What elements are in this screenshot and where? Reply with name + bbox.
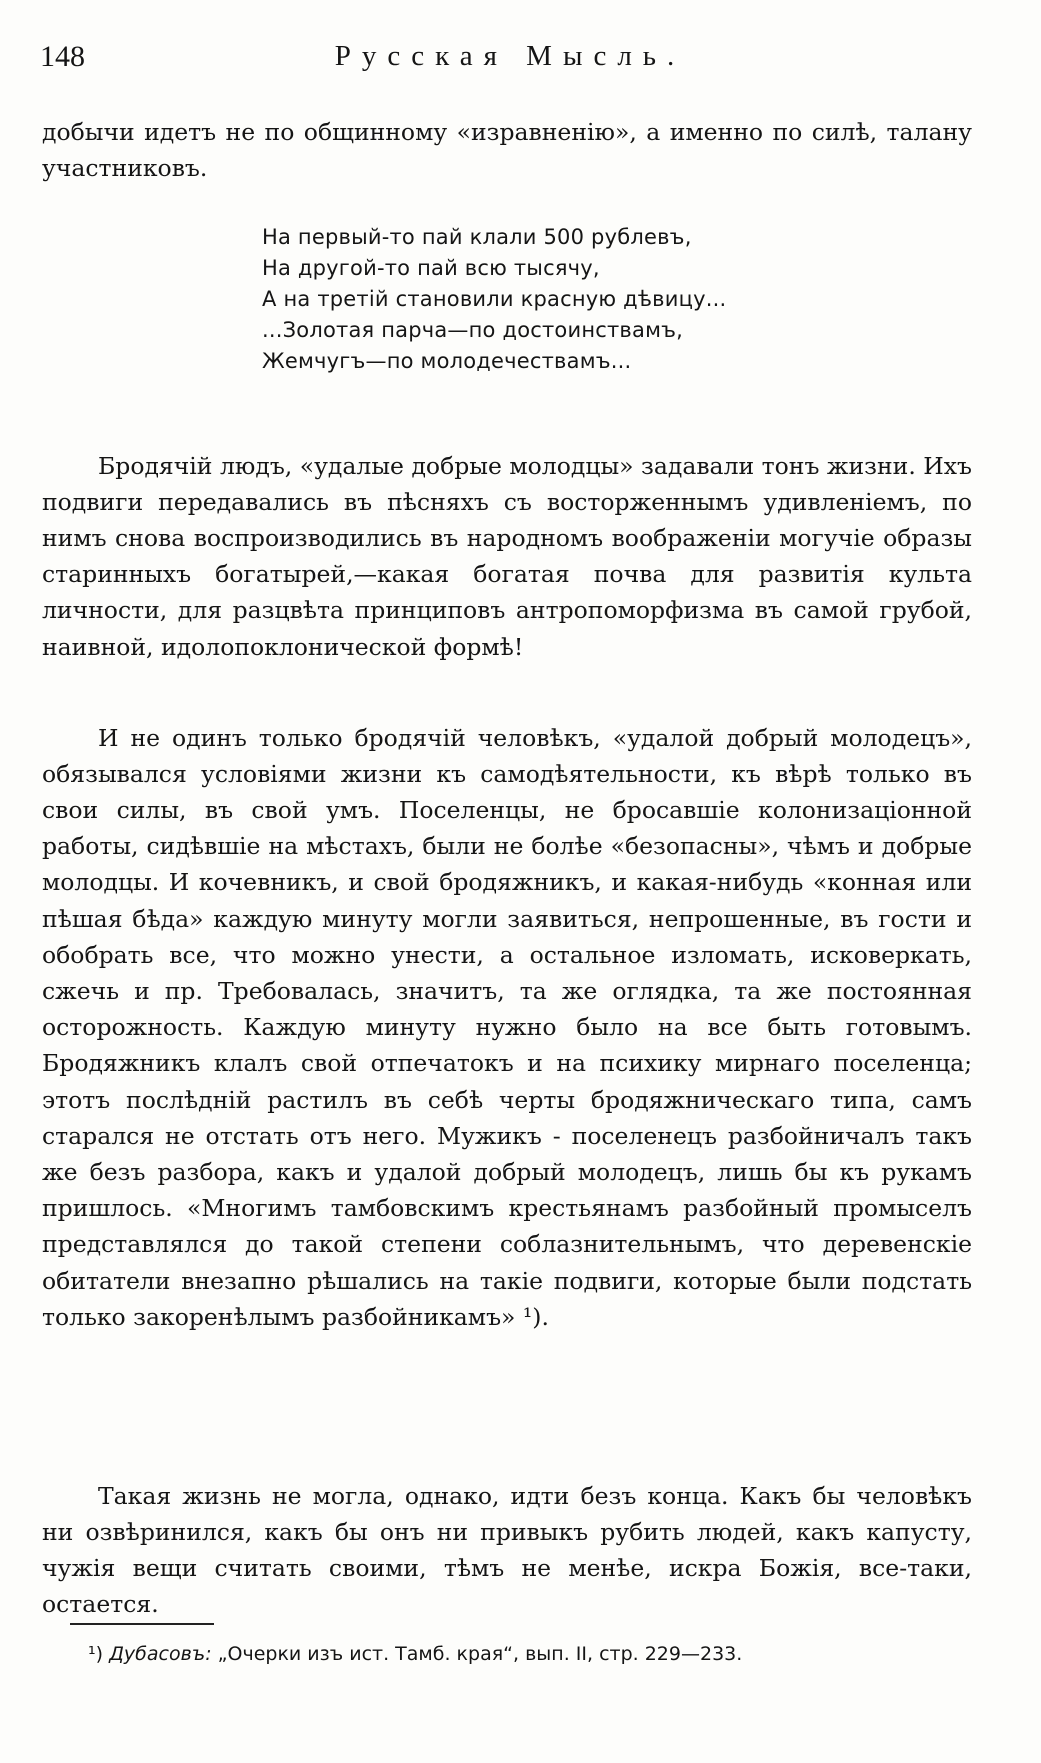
verse-block	[262, 222, 822, 377]
footnote-marker: ¹)	[88, 1643, 104, 1665]
footnote-divider	[70, 1623, 214, 1625]
page-header	[40, 40, 980, 80]
paragraph: Бродячій людъ, «удалые добрые молодцы» задавали тонъ жизни. Ихъ подвиги передавались въ пѣсняхъ съ восторженнымъ удивленіемъ, по нимъ снова воспроизводились въ народномъ воображеніи могучіе образы старинныхъ богатырей,—какая богатая почва для развитія культа личности, для разцвѣта принциповъ антропоморфизма въ самой грубой, наивной, идолопоклонической формѣ!	[42, 451, 972, 661]
footnote	[88, 1643, 948, 1665]
footnote-text: „Очерки изъ ист. Тамб. края“, вып. II, стр. 229—233.	[217, 1643, 743, 1665]
paragraph: И не одинъ только бродячій человѣкъ, «удалой добрый молодецъ», обязывался условіями жизни къ самодѣятельности, къ вѣрѣ только въ свои силы, въ свой умъ. Поселенцы, не бросавшіе колонизаціонной работы, сидѣвшіе на мѣстахъ, были не болѣе «безопасны», чѣмъ и добрые молодцы. И кочевникъ, и свой бродяжникъ, и какая-нибудь «конная или пѣшая бѣда» каждую минуту могли заявиться, непрошенные, въ гости и обобрать все, что можно унести, а остальное изломать, исковеркать, сжечь и пр. Требовалась, значитъ, та же оглядка, та же постоянная осторожность. Каждую минуту нужно было на все быть готовымъ. Бродяжникъ клалъ свой отпечатокъ и на психику мирнаго поселенца; этотъ послѣдній растилъ въ себѣ черты бродяжническаго типа, самъ старался не отстать отъ него. Мужикъ - поселенецъ разбойничалъ такъ же безъ разбора, какъ и удалой добрый молодецъ, лишь бы къ рукамъ пришлось. «Многимъ тамбовскимъ крестьянамъ разбойный промыселъ представлялся до такой степени соблазнительнымъ, что деревенскіе обитатели внезапно рѣшались на такіе подвиги, которые были подстать только закоренѣлымъ разбойникамъ» ¹).	[42, 723, 972, 1331]
footnote-author: Дубасовъ:	[109, 1643, 212, 1665]
verse-line: А на третій становили красную дѣвицу...	[262, 287, 727, 311]
verse-line: На другой-то пай всю тысячу,	[262, 256, 600, 280]
lead-text: добычи идетъ не по общинному «изравненію», а именно по силѣ, талану участниковъ.	[42, 118, 972, 183]
paragraph: Такая жизнь не могла, однако, идти безъ конца. Какъ бы человѣкъ ни озвѣринился, какъ бы онъ ни привыкъ рубить людей, какъ капусту, чужія вещи считать своими, тѣмъ не менѣе, искра Божія, все-таки, остается.	[42, 1481, 972, 1619]
page-number: 148	[40, 40, 85, 73]
verse-line: На первый-то пай клали 500 рублевъ,	[262, 225, 692, 249]
running-title: Русская Мысль.	[334, 40, 686, 72]
lead-text-block	[42, 114, 972, 186]
verse-line: Жемчугъ—по молодечествамъ...	[262, 349, 632, 373]
verse-line: ...Золотая парча—по достоинствамъ,	[262, 318, 684, 342]
